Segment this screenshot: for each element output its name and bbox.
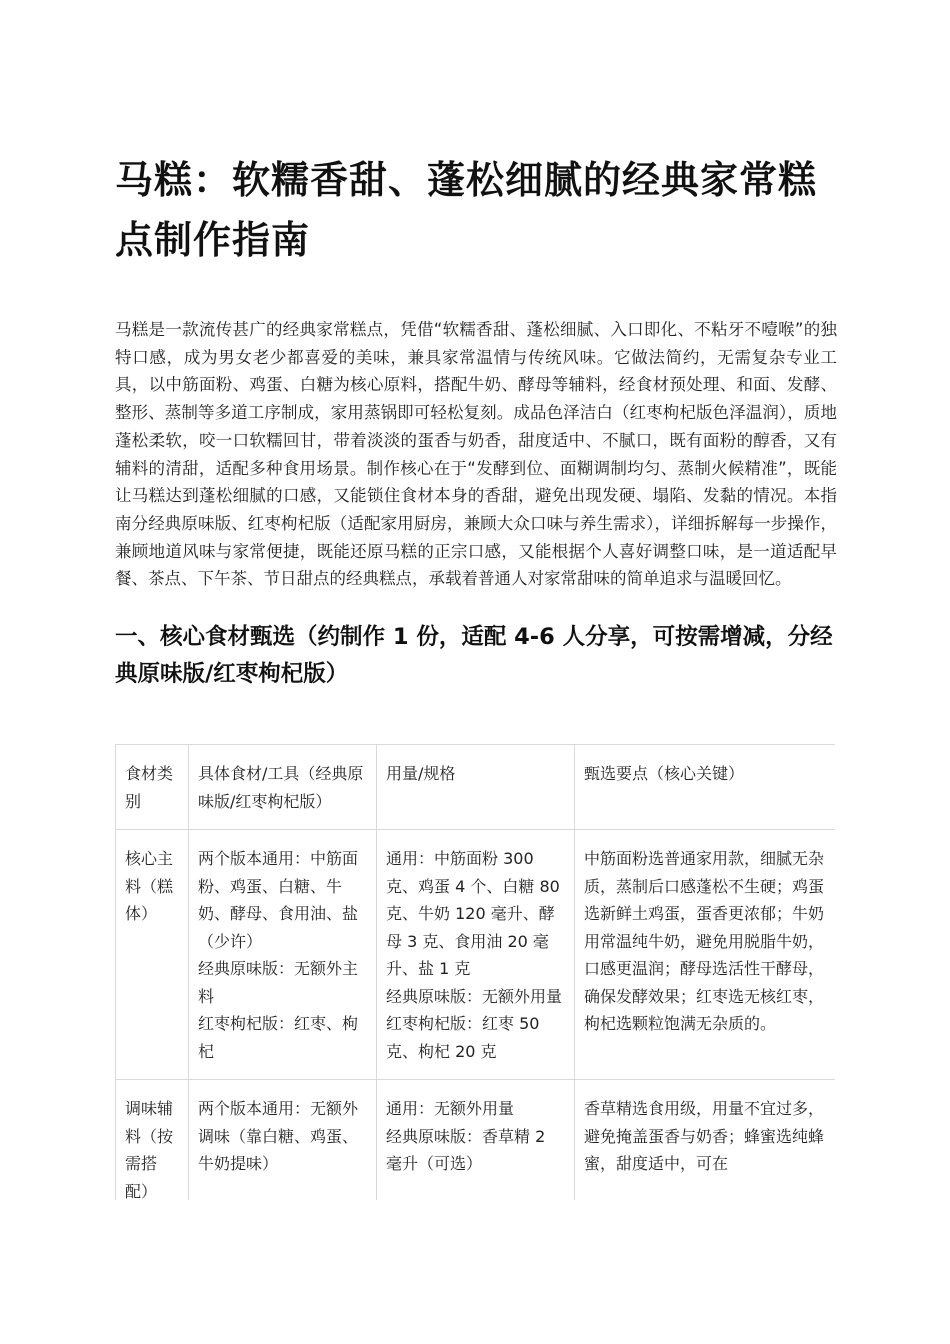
- items-cell: [189, 830, 377, 1080]
- header-cell: 用量/规格: [377, 745, 575, 830]
- cell-line: 经典原味版：无额外主料: [198, 959, 359, 1006]
- amount-cell: [377, 1080, 575, 1201]
- cell-line: 两个版本通用：中筋面粉、鸡蛋、白糖、牛奶、酵母、食用油、盐（少许）: [198, 849, 359, 951]
- category-cell: 调味辅料（按需搭配）: [116, 1080, 189, 1201]
- notes-cell: 中筋面粉选普通家用款，细腻无杂质，蒸制后口感蓬松不生硬；鸡蛋选新鲜土鸡蛋，蛋香更浓郁；牛奶用常温纯牛奶，避免用脱脂牛奶，口感更温润；酵母选活性干酵母，确保发酵效果；红枣选无核红枣，枸杞选颗粒饱满无杂质的。: [575, 830, 836, 1080]
- table-header-row: [116, 745, 836, 830]
- cell-line: 两个版本通用：无额外调味（靠白糖、鸡蛋、牛奶提味）: [198, 1099, 359, 1173]
- cell-line: 通用：中筋面粉 300 克、鸡蛋 4 个、白糖 80 克、牛奶 120 毫升、酵母 3 克、食用油 20 毫升、盐 1 克: [386, 849, 560, 978]
- page-title: 马糕：软糯香甜、蓬松细腻的经典家常糕点制作指南: [115, 158, 818, 262]
- cell-line: 通用：无额外用量: [386, 1099, 515, 1118]
- ingredients-table-wrapper: [115, 744, 835, 1200]
- notes-cell: 香草精选食用级，用量不宜过多，避免掩盖蛋香与奶香；蜂蜜选纯蜂蜜，甜度适中，可在: [575, 1080, 836, 1201]
- header-cell: 具体食材/工具（经典原味版/红枣枸杞版）: [189, 745, 377, 830]
- section-heading: 一、核心食材甄选（约制作 1 份，适配 4-6 人分享，可按需增减，分经典原味版/红枣枸杞版）: [115, 624, 833, 688]
- category-cell: 核心主料（糕体）: [116, 830, 189, 1080]
- amount-cell: [377, 830, 575, 1080]
- cell-line: 经典原味版：香草精 2 毫升（可选）: [386, 1126, 546, 1173]
- cell-line: 经典原味版：无额外用量: [386, 986, 563, 1006]
- items-cell: [189, 1080, 377, 1201]
- cell-line: 红枣枸杞版：红枣 50 克、枸杞 20 克: [386, 1014, 540, 1061]
- header-cell: 甄选要点（核心关键）: [575, 745, 836, 830]
- intro-paragraph: 马糕是一款流传甚广的经典家常糕点，凭借“软糯香甜、蓬松细腻、入口即化、不粘牙不噎喉”的独特口感，成为男女老少都喜爱的美味，兼具家常温情与传统风味。它做法简约，无需复杂专业工具，以中筋面粉、鸡蛋、白糖为核心原料，搭配牛奶、酵母等辅料，经食材预处理、和面、发酵、整形、蒸制等多道工序制成，家用蒸锅即可轻松复刻。成品色泽洁白（红枣枸杞版色泽温润），质地蓬松柔软，咬一口软糯回甘，带着淡淡的蛋香与奶香，甜度适中、不腻口，既有面粉的醇香，又有辅料的清甜，适配多种食用场景。制作核心在于“发酵到位、面糊调制均匀、蒸制火候精准”，既能让马糕达到蓬松细腻的口感，又能锁住食材本身的香甜，避免出现发硬、塌陷、发黏的情况。本指南分经典原味版、红枣枸杞版（适配家用厨房，兼顾大众口味与养生需求），详细拆解每一步操作，兼顾地道风味与家常便捷，既能还原马糕的正宗口感，又能根据个人喜好调整口味，是一道适配早餐、茶点、下午茶、节日甜点的经典糕点，承载着普通人对家常甜味的简单追求与温暖回忆。: [115, 320, 837, 589]
- ingredients-table: [115, 744, 835, 1200]
- table-row: [116, 830, 836, 1080]
- header-cell: 食材类别: [116, 745, 189, 830]
- cell-line: 红枣枸杞版：红枣、枸杞: [198, 1014, 359, 1061]
- document-page: [115, 150, 837, 693]
- table-row: [116, 1080, 836, 1201]
